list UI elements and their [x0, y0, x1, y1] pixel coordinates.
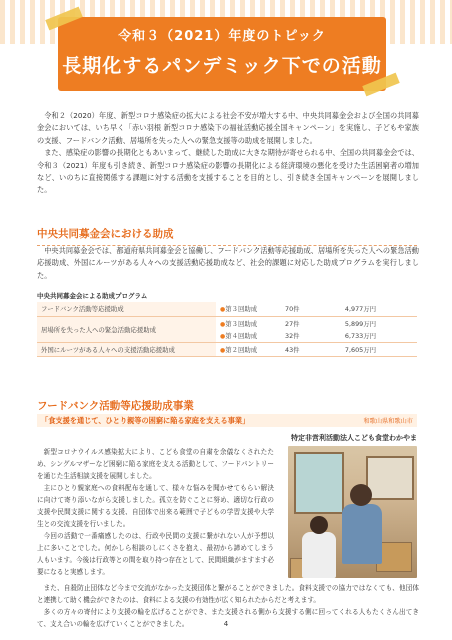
organization-name: 特定非営利活動法人こども食堂わかやま — [291, 434, 417, 442]
bullet-dot-icon: ● — [220, 332, 226, 340]
round-count: 70件 — [285, 305, 300, 314]
project-location: 和歌山県和歌山市 — [363, 418, 413, 425]
section2-paragraph: また、自殺防止団体など今まで交流がなかった支援団体と繋がることができました。食料支援での協力ではなくても、他団体と連携して助く機会ができたのは、食料による支援の有効性が広く知られたからだと考えます。 — [37, 584, 419, 604]
banner-subtitle: 令和３（2021）年度のトピック — [118, 29, 326, 44]
program-rounds — [216, 342, 417, 356]
page-number: 4 — [223, 620, 229, 628]
program-name: フードバンク活動等応援助成 — [37, 302, 216, 316]
round-term: 第２回助成 — [225, 345, 258, 354]
round-amount: 5,899万円 — [344, 319, 376, 328]
intro-text — [37, 110, 419, 197]
project-title: 「食支援を通じて、ひとり親等の困窮に陥る家庭を支える事業」 — [41, 415, 250, 425]
round-term: 第３回助成 — [225, 305, 258, 314]
title-banner — [58, 17, 386, 91]
section-heading-foodbank: フードバンク活動等応援助成事業 — [37, 398, 417, 418]
round-line — [220, 343, 413, 355]
section2-paragraph: 主にひとり親家庭への食料配布を通して、様々な悩みを聞かせてもらい解決に向けて寄り添いながら支援しました。孤立を防ぐことに努め、適切な行政の支援や民間支援に関する支援、自団体で出来る範囲で子どもの学習支援や大学生との交流支援を行いました。 — [37, 484, 274, 528]
table-row — [37, 302, 417, 316]
program-rounds — [216, 316, 417, 342]
section2-text — [37, 446, 274, 578]
round-line — [220, 303, 413, 315]
program-name: 外国にルーツがある人々への支援活動応援助成 — [37, 342, 216, 356]
round-amount: 4,977万円 — [344, 305, 376, 314]
grant-program-table — [37, 302, 417, 357]
round-term: 第３回助成 — [225, 319, 258, 328]
table-title: 中央共同募金会による助成プログラム — [37, 292, 148, 300]
activity-photo — [288, 446, 417, 578]
round-term: 第４回助成 — [225, 331, 258, 340]
page-title: 長期化するパンデミック下での活動 — [62, 55, 382, 77]
section1-text — [37, 245, 419, 282]
bullet-dot-icon: ● — [220, 306, 226, 314]
bullet-dot-icon: ● — [220, 320, 226, 328]
intro-paragraph-1: 令和２（2020）年度、新型コロナ感染症の拡大による社会不安が増大する中、中央共同募金会および全国の共同募金会においては、いち早く「赤い羽根 新型コロナ感染下の福祉活動応援全国キャンペーン」を実施し、子どもや家族の支援、フードバンク活動、居場所を失った人への緊急支援等の助成を展開しました。 — [37, 111, 419, 145]
round-amount: 7,605万円 — [344, 345, 376, 354]
intro-paragraph-2: また、感染症の影響の長期化ともあいまって、継続した助成に大きな期待が寄せられる中、全国の共同募金会では、令和３（2021）年度も引き続き、新型コロナ感染症の影響の長期化による経済環境の悪化を受けた生活困窮者の増加など、いのちに直接関係する課題に対する活動を支援することを目的とし、引き続き全国キャンペーンを展開しました。 — [37, 148, 419, 195]
table-row — [37, 316, 417, 342]
bullet-dot-icon: ● — [220, 346, 226, 354]
program-name: 居場所を失った人への緊急活動応援助成 — [37, 316, 216, 342]
round-count: 43件 — [285, 345, 300, 354]
program-rounds — [216, 302, 417, 316]
round-line — [220, 317, 413, 329]
round-amount: 6,733万円 — [344, 331, 376, 340]
project-title-bar — [37, 414, 417, 427]
round-count: 27件 — [285, 319, 300, 328]
table-row — [37, 342, 417, 356]
round-count: 32件 — [285, 331, 300, 340]
section2-paragraph: 新型コロナウイルス感染拡大により、こども食堂の自粛を余儀なくされたため、シングルマザーなど困窮に陥る家庭を支える活動として、フードパントリーを通じた生活相談支援を展開しました。 — [37, 448, 274, 480]
section2-paragraph: 多くの方々の寄付により支援の輪を広げることができ、また支援される側から支援する側に回ってくれる人もたくさん出てきて、支え合いの輪を広げていくことができました。 — [37, 608, 419, 628]
section-heading-central-grants: 中央共同募金会における助成 — [37, 226, 417, 246]
section1-paragraph: 中央共同募金会では、都道府県共同募金会と協働し、フードバンク活動等応援助成、居場所を失った人への緊急活動応援助成、外国にルーツがある人々への支援活動応援助成など、社会的課題に対応した助成プログラムを実行しました。 — [37, 246, 419, 280]
round-line — [220, 329, 413, 341]
section2-paragraph: 今回の活動で一番痛感したのは、行政や民間の支援に繋がれない人が予想以上に多いことでした。何かしら相談のしにくさを抱え、最初から諦めてしまう人もいます。今後は行政等との間を取り持つ存在として、民間組織がますます必要になると実感します。 — [37, 532, 274, 576]
